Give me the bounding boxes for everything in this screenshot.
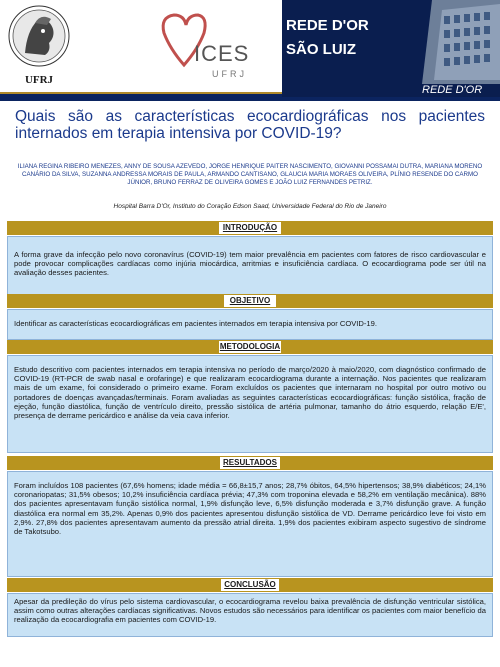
section-body-objetivo: [7, 309, 493, 340]
author-list: ILIANA REGINA RIBEIRO MENEZES, ANNY DE SOUSA AZEVEDO, JORGE HENRIQUE PAITER NASCIMENTO, GIOVANNI POSSAMAI DUTRA, MARIANA MORENO CANÁRIO DA SILVA, SUZANNA ANDRESSA MORAIS DE PAULA, ARMANDO CANTISANO, GLAUCIA MARIA MORAES OLIVEIRA, PLÍNIO RESENDE DO CARMO JÚNIOR, BRUNO FERRAZ DE OLIVEIRA GOMES E JOÃO LUIZ FERNANDES PETRIZ.: [17, 163, 483, 186]
metodologia-text: Estudo descritivo com pacientes internados em terapia intensiva no período de março/2020 à maio/2020, com diagnóstico confirmado de COVID-19 (RT-PCR de swab nasal e orofaringe) e que realizaram ecocardiograma durante a internação. Nos pacientes que realizaram mais de um exame, foi considerado o primeiro exame. Foram excluídos os pacientes que internaram no hospital por outro motivo ou portadores de doenças avançadas/terminais. Foram avaliadas as seguintes características ecocardiográficas: função sistólica, fração de ejeção, função diastólica, função de ventrículo direito, pressão sistólica de artéria pulmonar, tamanho do átrio esquerdo, relação E/E', presença de derrame pericárdico e análise da veia cava inferior.: [14, 365, 486, 421]
rede-dor-panel: [282, 0, 500, 97]
section-heading-resultados: RESULTADOS: [7, 456, 493, 470]
section-body-introducao: [7, 236, 493, 296]
ufrj-logo: [5, 3, 73, 89]
section-heading-objetivo: OBJETIVO: [7, 294, 493, 308]
section-heading-metodologia: METODOLOGIA: [7, 340, 493, 354]
svg-text:REDE D'OR: REDE D'OR: [286, 17, 369, 34]
svg-text:UFRJ: UFRJ: [212, 69, 247, 79]
poster-header: [0, 0, 500, 100]
ices-logo: [150, 3, 265, 89]
svg-text:SÃO LUIZ: SÃO LUIZ: [286, 41, 356, 58]
objetivo-text: Identificar as características ecocardiográficas em pacientes internados em terapia intensiva por COVID-19.: [14, 319, 377, 328]
section-heading-conclusao: CONCLUSÃO: [7, 578, 493, 592]
svg-text:REDE D'OR: REDE D'OR: [422, 84, 483, 96]
header-gold-line: [0, 92, 282, 94]
affiliation: Hospital Barra D'Or, Instituto do Coração Edson Saad, Universidade Federal do Rio de Janeiro: [113, 203, 387, 210]
section-body-resultados: [7, 471, 493, 577]
svg-text:UFRJ: UFRJ: [24, 74, 54, 86]
poster-title: Quais são as características ecocardiográficas nos pacientes internados em terapia intensiva por COVID-19?: [15, 108, 485, 142]
section-body-conclusao: [7, 593, 493, 637]
resultados-text: Foram incluídos 108 pacientes (67,6% homens; idade média = 66,8±15,7 anos; 28,7% óbitos, 64,5% hipertensos; 38,9% diabéticos; 24,1% coronariopatas; 31,5% obesos; 10,2% insuficiência cardíaca prévia; 47,3% com troponina elevada e 58,2% em ventilação mecânica). 88% dos pacientes apresentavam função sistólica normal, 1,9% disfunção leve, 6,5% disfunção moderada e 3,7% disfunção grave. A função diastólica era normal em 35,2%. Apenas 0,9% dos pacientes apresentou disfunção sistólica de VD. Derrame pericárdico leve foi visto em 2,9%. 27,8% dos pacientes apresentavam aumento da pressão atrial direita. 1,9% dos pacientes exibiram aspecto sugestivo de síndrome de Takotsubo.: [14, 481, 486, 537]
introducao-text: A forma grave da infecção pelo novo coronavírus (COVID-19) tem maior prevalência em pacientes com fatores de risco cardiovascular e pode provocar complicações cardíacas como injúria miocárdica, arritmias e insuficiência cardíaca. O ecocardiograma pode ser útil na avaliação desses pacientes.: [14, 250, 486, 278]
conclusao-text: Apesar da predileção do vírus pelo sistema cardiovascular, o ecocardiograma revelou baixa prevalência de disfunção ventricular sistólica, assim como outras alterações cardíacas significativas. Novos estudos são necessários para identificar os pacientes com maior benefício da realização da ecocardiografia em pacientes com COVID-19.: [14, 597, 486, 625]
section-heading-introducao: INTRODUÇÃO: [7, 221, 493, 235]
svg-text:ICES: ICES: [194, 41, 250, 66]
section-body-metodologia: [7, 355, 493, 453]
